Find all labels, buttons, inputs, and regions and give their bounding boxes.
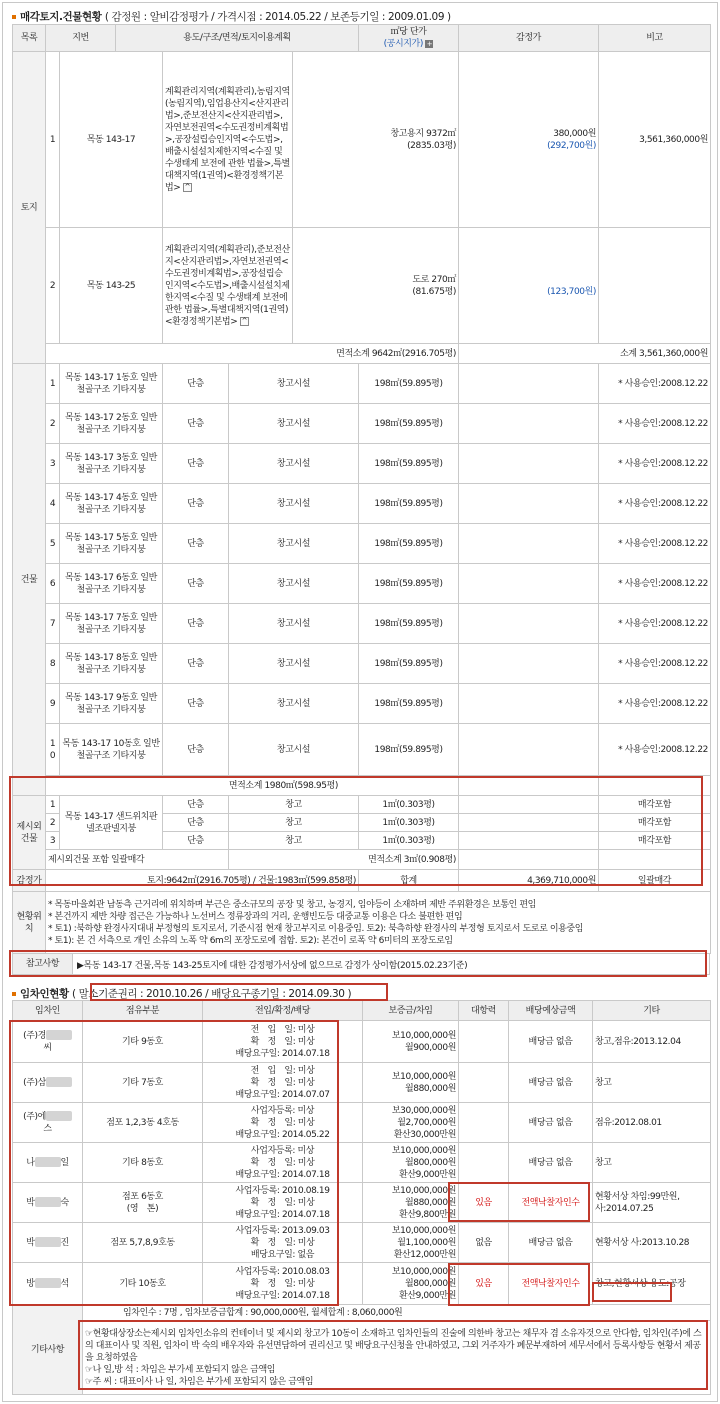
extra-no: 2	[46, 814, 60, 832]
bld-no: 1	[46, 364, 60, 404]
bld-area: 198㎡(59.895평)	[359, 364, 459, 404]
tenant-etc-text	[83, 1321, 711, 1395]
tenant-name-a: 박	[26, 1237, 35, 1248]
tenant-name-b: 진	[60, 1237, 69, 1248]
bld-empty	[459, 644, 599, 684]
extra-floor: 단층	[163, 814, 229, 832]
tenant-part: 점포 6동호 (영 톤)	[83, 1183, 203, 1223]
extra-label: 제시외건물	[13, 796, 46, 870]
tenant-row	[13, 1223, 711, 1263]
tenant-part: 기타 10동호	[83, 1263, 203, 1305]
hdr-part: 점유부분	[83, 1001, 203, 1021]
tenant-dates: 전 입 일: 미상 확 정 일: 미상 배당요구일: 2014.07.07	[203, 1063, 363, 1103]
bld-empty	[459, 724, 599, 776]
tenant-name-a: (주)경	[23, 1030, 46, 1041]
location-label: 현황위치	[13, 892, 46, 954]
bld-note: * 사용승인:2008.12.22	[599, 724, 711, 776]
bld-floor: 단층	[163, 484, 229, 524]
title-sub: ( 감정원 : 알비감정평가 / 가격시점 : 2014.05.22 / 보존등기일 : 2009.01.09 )	[104, 11, 451, 23]
land-plan	[163, 228, 293, 344]
tenant-name-a: 방	[26, 1278, 35, 1289]
tenant-money: 보30,000,000원 월2,700,000원 환산30,000만원	[363, 1103, 459, 1143]
bld-empty	[459, 444, 599, 484]
tenant-name	[13, 1103, 83, 1143]
extra-footer-left: 제시외건물 포함 일괄매각	[46, 850, 229, 870]
tenant-dividend: 배당금 없음	[509, 1021, 593, 1063]
land-public-price: (123,700원)	[547, 286, 596, 297]
hdr-dates: 전입/확정/배당	[203, 1001, 363, 1021]
hdr-jibun: 지번	[46, 25, 116, 52]
hdr-money: 보증금/차임	[363, 1001, 459, 1021]
tenant-name-b: 씨	[43, 1042, 52, 1053]
appraisal-label: 감정가	[13, 870, 46, 892]
tenant-oppose: 있음	[459, 1183, 509, 1223]
bld-name: 목동 143-17 8동호 일반철골구조 기타지붕	[60, 644, 163, 684]
bld-name: 목동 143-17 5동호 일반철골구조 기타지붕	[60, 524, 163, 564]
tenant-name-b: 숙	[60, 1197, 69, 1208]
bld-no: 6	[46, 564, 60, 604]
land-subtotal-area: 면적소계 9642㎡(2916.705평)	[46, 344, 459, 364]
hdr-etc: 기타	[593, 1001, 711, 1021]
land-plan	[163, 52, 293, 228]
bld-name: 목동 143-17 3동호 일반철골구조 기타지붕	[60, 444, 163, 484]
tenant-money: 보10,000,000원 월880,000원	[363, 1063, 459, 1103]
location-line: * 본건까지 제반 차량 접근은 가능하나 노선버스 정류장과의 거리, 운행빈도등 대중교통 이용은 다소 불편한 편임	[48, 911, 463, 922]
tenant-name	[13, 1143, 83, 1183]
land-area	[293, 228, 459, 344]
extra-note: 매각포함	[599, 814, 711, 832]
hdr-public-price-link[interactable]: (공시지가)	[383, 39, 423, 49]
bld-use: 창고시설	[229, 564, 359, 604]
land-unit	[459, 228, 599, 344]
bld-note: * 사용승인:2008.12.22	[599, 524, 711, 564]
bld-no: 2	[46, 404, 60, 444]
extra-no: 1	[46, 796, 60, 814]
extra-note: 매각포함	[599, 796, 711, 814]
extra-no: 3	[46, 832, 60, 850]
bld-use: 창고시설	[229, 604, 359, 644]
bullet-icon	[12, 992, 16, 996]
tenant-name	[13, 1223, 83, 1263]
masked-text	[35, 1237, 61, 1247]
tenant-etc: 창고	[593, 1063, 711, 1103]
location-line: * 토1) :북하향 완경사지대내 부정형의 토지로서, 기준시점 현재 창고부지로 이용중임. 토2): 북측하향 완경사의 부정형 토지로서 도로로 이용중임	[48, 923, 584, 934]
bld-empty	[459, 604, 599, 644]
building-row	[13, 644, 711, 684]
bld-floor: 단층	[163, 524, 229, 564]
land-unit	[459, 52, 599, 228]
bld-use: 창고시설	[229, 364, 359, 404]
collapse-up-icon[interactable]: ^	[241, 316, 248, 325]
land-jibun: 목동 143-17	[60, 52, 163, 228]
tenant-oppose	[459, 1021, 509, 1063]
tenant-money: 보10,000,000원 월1,100,000원 환산12,000만원	[363, 1223, 459, 1263]
bld-floor: 단층	[163, 404, 229, 444]
tenant-name	[13, 1063, 83, 1103]
bullet-icon	[12, 15, 16, 19]
building-row	[13, 484, 711, 524]
bld-area: 198㎡(59.895평)	[359, 684, 459, 724]
building-row	[13, 404, 711, 444]
tenant-name-b: 스	[43, 1123, 52, 1134]
expand-plus-icon[interactable]: +	[426, 39, 433, 48]
tenant-row	[13, 1263, 711, 1305]
bld-use: 창고시설	[229, 484, 359, 524]
bld-area: 198㎡(59.895평)	[359, 564, 459, 604]
tenant-etc-line: ☞주 씨 : 대표이사 나 일, 차임은 부가세 포함되지 않은 금액임	[85, 1376, 314, 1387]
tenant-table	[12, 1000, 711, 1395]
appraisal-detail: 토지:9642㎡(2916.705평) / 건물:1983㎡(599.858평)	[46, 870, 359, 892]
bld-empty	[459, 684, 599, 724]
bld-empty	[459, 404, 599, 444]
bld-area: 198㎡(59.895평)	[359, 604, 459, 644]
masked-text	[35, 1157, 61, 1167]
extra-empty	[459, 814, 599, 832]
building-row	[13, 524, 711, 564]
bld-name: 목동 143-17 9동호 일반철골구조 기타지붕	[60, 684, 163, 724]
tenant-name-b: 일	[60, 1157, 69, 1168]
bld-note: * 사용승인:2008.12.22	[599, 404, 711, 444]
tenant-dividend: 배당금 없음	[509, 1103, 593, 1143]
bld-name: 목동 143-17 6동호 일반철골구조 기타지붕	[60, 564, 163, 604]
land-subtotal-row	[13, 344, 711, 364]
bld-floor: 단층	[163, 364, 229, 404]
tenant-name-b: 석	[60, 1278, 69, 1289]
bld-no: 8	[46, 644, 60, 684]
bld-use: 창고시설	[229, 444, 359, 484]
tenant-etc: 창고,현황서상 용도:공장	[593, 1263, 711, 1305]
bld-use: 창고시설	[229, 684, 359, 724]
tenant-part: 기타 8동호	[83, 1143, 203, 1183]
bld-floor: 단층	[163, 724, 229, 776]
tenant-name-a: 나	[26, 1157, 35, 1168]
building-label: 건물	[13, 364, 46, 796]
section-title-sale	[12, 9, 451, 24]
bld-floor: 단층	[163, 444, 229, 484]
tenant-name-a: (주)에	[23, 1111, 46, 1122]
bld-note: * 사용승인:2008.12.22	[599, 564, 711, 604]
land-area-value: 9372㎡	[426, 128, 456, 139]
tenant-summary-row	[13, 1305, 711, 1321]
extra-floor: 단층	[163, 796, 229, 814]
land-subtotal-price: 소계 3,561,360,000원	[459, 344, 711, 364]
extra-subtotal: 면적소계 3㎡(0.908평)	[229, 850, 459, 870]
tenant-dividend: 배당금 없음	[509, 1223, 593, 1263]
extra-subtotal-row	[13, 850, 711, 870]
land-label: 토지	[13, 52, 46, 364]
tenant-dividend: 배당금 없음	[509, 1063, 593, 1103]
bld-empty	[459, 484, 599, 524]
bld-no: 3	[46, 444, 60, 484]
bld-use: 창고시설	[229, 724, 359, 776]
bld-empty	[459, 364, 599, 404]
extra-area: 1㎡(0.303평)	[359, 814, 459, 832]
section-title-tenant	[12, 986, 351, 1001]
building-subtotal-row	[13, 776, 711, 796]
location-row	[13, 892, 711, 954]
bld-name: 목동 143-17 2동호 일반철골구조 기타지붕	[60, 404, 163, 444]
extra-empty	[459, 796, 599, 814]
tenant-name-a: 박	[26, 1197, 35, 1208]
bld-note: * 사용승인:2008.12.22	[599, 484, 711, 524]
hdr-oppose: 대항력	[459, 1001, 509, 1021]
building-subtotal: 면적소계 1980㎡(598.95평)	[46, 776, 459, 796]
tenant-dates: 사업자등록: 2013.09.03 확 정 일: 미상 배당요구일: 없음	[203, 1223, 363, 1263]
bld-sub-empty	[459, 776, 599, 796]
tenant-row	[13, 1021, 711, 1063]
tenant-etc: 창고,점유:2013.12.04	[593, 1021, 711, 1063]
masked-text	[46, 1111, 72, 1121]
tenant-dividend: 배당금 없음	[509, 1143, 593, 1183]
title-main: 매각토지.건물현황	[20, 11, 102, 23]
tenant-row	[13, 1063, 711, 1103]
tenant-dates: 사업자등록: 미상 확 정 일: 미상 배당요구일: 2014.07.18	[203, 1143, 363, 1183]
tenant-row	[13, 1103, 711, 1143]
extra-use: 창고	[229, 832, 359, 850]
collapse-up-icon[interactable]: ^	[184, 182, 191, 191]
masked-text	[46, 1077, 72, 1087]
hdr-appraisal: 감정가	[459, 25, 599, 52]
reference-row	[12, 953, 710, 975]
land-price: 3,561,360,000원	[599, 52, 711, 228]
extra-area: 1㎡(0.303평)	[359, 796, 459, 814]
bld-area: 198㎡(59.895평)	[359, 484, 459, 524]
land-jibun: 목동 143-25	[60, 228, 163, 344]
tenant-name	[13, 1183, 83, 1223]
building-row	[13, 364, 711, 404]
tenant-etc: 창고	[593, 1143, 711, 1183]
building-row	[13, 444, 711, 484]
appraisal-sum-label: 합계	[359, 870, 459, 892]
bld-area: 198㎡(59.895평)	[359, 644, 459, 684]
bld-name: 목동 143-17 1동호 일반철골구조 기타지붕	[60, 364, 163, 404]
tenant-oppose: 있음	[459, 1263, 509, 1305]
tenant-money: 보10,000,000원 월880,000원 환산9,800만원	[363, 1183, 459, 1223]
bld-use: 창고시설	[229, 404, 359, 444]
tenant-dates: 전 입 일: 미상 확 정 일: 미상 배당요구일: 2014.07.18	[203, 1021, 363, 1063]
tenant-dates: 사업자등록: 2010.08.03 확 정 일: 미상 배당요구일: 2014.07.18	[203, 1263, 363, 1305]
extra-area: 1㎡(0.303평)	[359, 832, 459, 850]
location-line: * 목동마을회관 남동측 근거리에 위치하며 부근은 중소규모의 공장 및 창고, 농경지, 임야등이 소재하며 제반 주위환경은 보통인 편임	[48, 899, 536, 910]
hdr-note: 비고	[599, 25, 711, 52]
appraisal-note: 일괄매각	[599, 870, 711, 892]
tenant-etc-line: ☞나 일,방 석 : 차임은 부가세 포함되지 않은 금액임	[85, 1364, 276, 1375]
bld-name: 목동 143-17 10동호 일반철골구조 기타지붕	[60, 724, 163, 776]
tenant-name	[13, 1021, 83, 1063]
tenant-oppose	[459, 1143, 509, 1183]
bld-floor: 단층	[163, 684, 229, 724]
land-use: 도로	[412, 274, 429, 285]
bld-empty	[459, 524, 599, 564]
bld-note: * 사용승인:2008.12.22	[599, 644, 711, 684]
tenant-part: 점포 1,2,3동 4호동	[83, 1103, 203, 1143]
appraisal-sum: 4,369,710,000원	[459, 870, 599, 892]
masked-text	[35, 1278, 61, 1288]
land-use: 창고용지	[390, 128, 424, 139]
hdr-unit	[359, 25, 459, 52]
tenant-part: 기타 7동호	[83, 1063, 203, 1103]
location-line: * 토1): 본 건 서측으로 개인 소유의 노폭 약 6m의 포장도로에 접함. 토2): 본건이 로폭 약 6미터의 포장도로임	[48, 935, 453, 946]
bld-empty	[459, 564, 599, 604]
hdr-usage: 용도/구조/면적/토지이용계획	[116, 25, 359, 52]
bld-note: * 사용승인:2008.12.22	[599, 364, 711, 404]
tenant-oppose: 없음	[459, 1223, 509, 1263]
land-area-py: (2835.03평)	[407, 140, 456, 151]
tenant-dates: 사업자등록: 2010.08.19 확 정 일: 미상 배당요구일: 2014.07.18	[203, 1183, 363, 1223]
bld-note: * 사용승인:2008.12.22	[599, 684, 711, 724]
bld-note: * 사용승인:2008.12.22	[599, 444, 711, 484]
tenant-row	[13, 1183, 711, 1223]
tenant-oppose	[459, 1103, 509, 1143]
building-row	[13, 564, 711, 604]
extra-note: 매각포함	[599, 832, 711, 850]
bld-floor: 단층	[163, 644, 229, 684]
extra-floor: 단층	[163, 832, 229, 850]
land-area	[293, 52, 459, 228]
extra-row	[13, 796, 711, 814]
tenant-etc-line: ☞현황대상장소는제시외 임차인소유의 컨테이너 및 제시외 창고가 10동이 소재하고 임차인들의 진술에 의한바 창고는 채무자 겸 소유자것으로 안다함, 임차인(주)에 스의 대표이사 및 직원, 임차이 박 숙의 배우자와 유선면담하여 권리신고 및 배당요구신청을 안내하였고, 그외 거주자가 폐문부재하여 세무서에서 등록사항등 현황서 제공을 요청하였음	[85, 1328, 702, 1363]
land-row-2	[13, 228, 711, 344]
land-area-value: 270㎡	[431, 274, 456, 285]
extra-sub-empty	[459, 850, 599, 870]
tenant-row	[13, 1143, 711, 1183]
bld-floor: 단층	[163, 564, 229, 604]
building-row	[13, 604, 711, 644]
appraisal-row	[13, 870, 711, 892]
tenant-dates: 사업자등록: 미상 확 정 일: 미상 배당요구일: 2014.05.22	[203, 1103, 363, 1143]
extra-empty	[459, 832, 599, 850]
masked-text	[46, 1030, 72, 1040]
land-area-py: (81.675평)	[412, 286, 456, 297]
tenant-part: 기타 9동호	[83, 1021, 203, 1063]
tenant-part: 점포 5,7,8,9호동	[83, 1223, 203, 1263]
land-plan-text: 계획관리지역(계획관리),농림지역(농림지역),임업용산지<산지관리법>,준보전산지<산지관리법>,자연보전권역<수도권정비계획법>,공장설립승인지역<수도법>,배출시설설치제한지역<수질 및 수생태계 보전에 관한 법률>,특별대책지역(1권역)<환경정책기본법>	[165, 86, 290, 193]
land-no: 2	[46, 228, 60, 344]
extra-use: 창고	[229, 814, 359, 832]
bld-name: 목동 143-17 4동호 일반철골구조 기타지붕	[60, 484, 163, 524]
extra-name: 목동 143-17 샌드위치판넬조판넬지붕	[60, 796, 163, 850]
bld-area: 198㎡(59.895평)	[359, 724, 459, 776]
tenant-name	[13, 1263, 83, 1305]
bld-use: 창고시설	[229, 644, 359, 684]
tenant-dividend: 전액낙찰자인수	[509, 1263, 593, 1305]
bld-use: 창고시설	[229, 524, 359, 564]
land-public-price: (292,700원)	[547, 140, 596, 151]
bld-area: 198㎡(59.895평)	[359, 444, 459, 484]
hdr-unit-label: ㎡당 단가	[390, 27, 427, 37]
building-row	[13, 724, 711, 776]
bld-no: 9	[46, 684, 60, 724]
bld-no: 4	[46, 484, 60, 524]
land-unit-value: 380,000원	[553, 128, 596, 139]
tenant-name-a: (주)삼	[23, 1077, 46, 1088]
tenant-summary: 임차인수 : 7명 , 임차보증금합계 : 90,000,000원, 월세합계 : 8,060,000원	[83, 1305, 711, 1321]
tenant-oppose	[459, 1063, 509, 1103]
land-plan-text: 계획관리지역(계획관리),준보전산지<산지관리법>,자연보전권역<수도권정비계획법>,공장설립승인지역<수도법>,배출시설설치제한지역<수질 및 수생태계 보전에 관한 법률>,특별대책지역(1권역)<환경정책기본법>	[165, 244, 290, 327]
bld-area: 198㎡(59.895평)	[359, 524, 459, 564]
tenant-etc-label: 기타사항	[13, 1305, 83, 1395]
tenant-title: 임차인현황	[20, 988, 69, 1000]
tenant-etc: 점유:2012.08.01	[593, 1103, 711, 1143]
land-price	[599, 228, 711, 344]
building-row	[13, 684, 711, 724]
bld-sub-empty	[599, 776, 711, 796]
hdr-list: 목록	[13, 25, 46, 52]
tenant-money: 보10,000,000원 월800,000원 환산9,000만원	[363, 1263, 459, 1305]
extra-use: 창고	[229, 796, 359, 814]
masked-text	[35, 1197, 61, 1207]
extra-sub-empty	[599, 850, 711, 870]
tenant-money: 보10,000,000원 월900,000원	[363, 1021, 459, 1063]
bld-no: 7	[46, 604, 60, 644]
reference-text: ▶목동 143-17 건물,목동 143-25토지에 대한 감정평가서상에 없으므로 감정가 상이함(2015.02.23기준)	[77, 961, 468, 971]
tenant-sub: ( 말소기준권리 : 2010.10.26 / 배당요구종기일 : 2014.09.30 )	[71, 988, 352, 1000]
land-row-1	[13, 52, 711, 228]
tenant-etc: 현황서상 사:2013.10.28	[593, 1223, 711, 1263]
hdr-tenant: 임차인	[13, 1001, 83, 1021]
bld-note: * 사용승인:2008.12.22	[599, 604, 711, 644]
bld-name: 목동 143-17 7동호 일반철골구조 기타지붕	[60, 604, 163, 644]
tenant-etc: 현황서상 차임:99만원, 사:2014.07.25	[593, 1183, 711, 1223]
tenant-etc-row	[13, 1321, 711, 1395]
bld-area: 198㎡(59.895평)	[359, 404, 459, 444]
tenant-dividend: 전액낙찰자인수	[509, 1183, 593, 1223]
hdr-dividend: 배당예상금액	[509, 1001, 593, 1021]
bld-floor: 단층	[163, 604, 229, 644]
tenant-money: 보10,000,000원 월800,000원 환산9,000만원	[363, 1143, 459, 1183]
property-table	[12, 24, 711, 954]
location-text	[46, 892, 711, 954]
bld-no: 5	[46, 524, 60, 564]
land-no: 1	[46, 52, 60, 228]
reference-label: 참고사항	[13, 954, 73, 974]
bld-no: 1 0	[46, 724, 60, 776]
